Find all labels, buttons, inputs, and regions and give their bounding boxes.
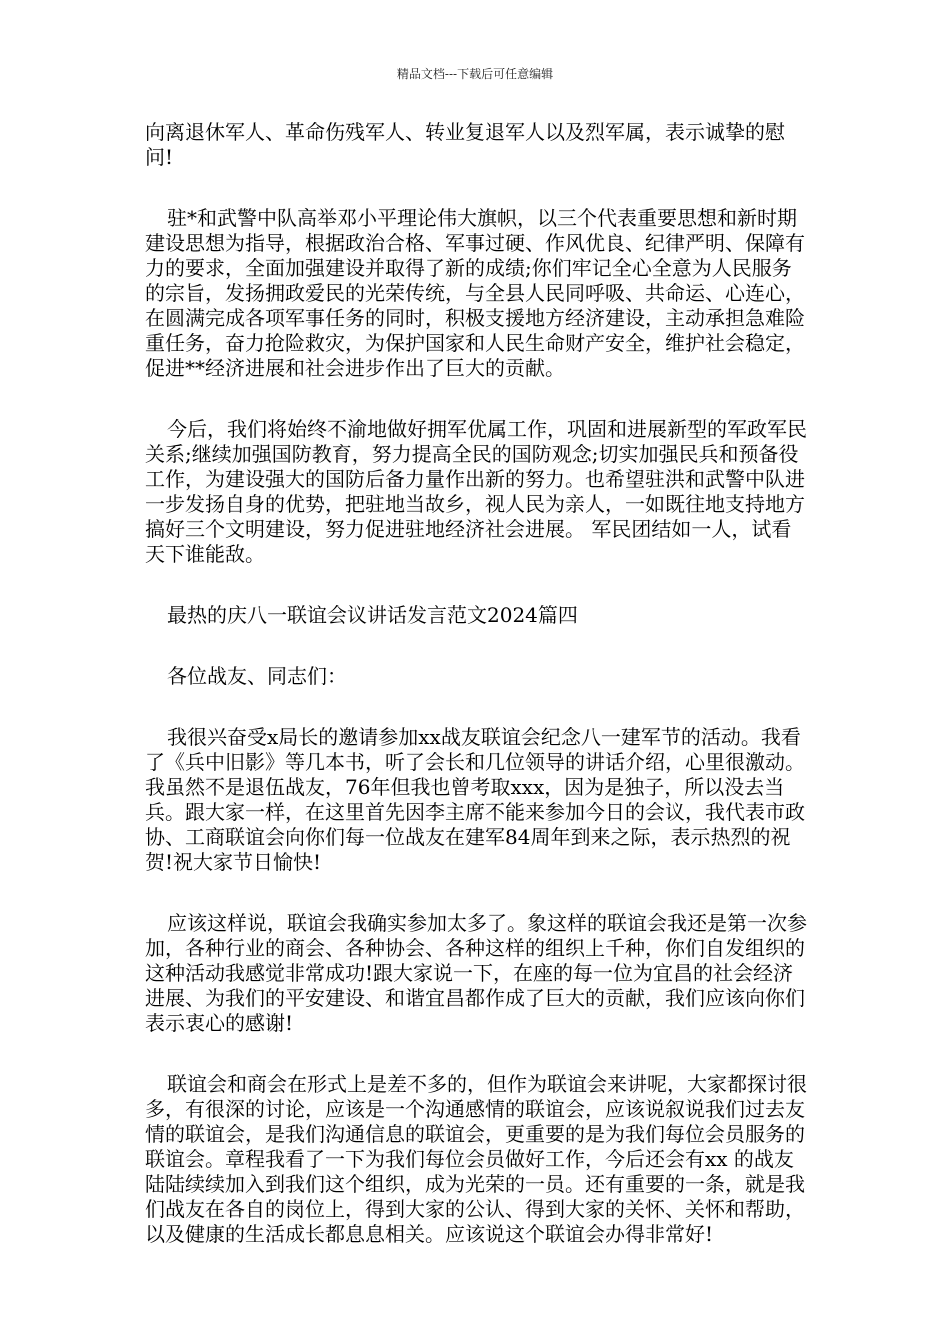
paragraph: 今后，我们将始终不渝地做好拥军优属工作，巩固和进展新型的军政军民关系;继续加强国防教育，努力提高全民的国防观念;切实加强民兵和预备役工作，为建设强大的国防后备力量作出新的努力。也希望驻洪和武警中队进一步发扬自身的优势，把驻地当故乡，视人民为亲人，一如既往地支持地方搞好三个文明建设，努力促进驻地经济社会进展。 军民团结如一人，试看天下谁能敌。 <box>145 417 807 566</box>
salutation: 各位战友、同志们： <box>167 664 347 688</box>
paragraph: 联谊会和商会在形式上是差不多的，但作为联谊会来讲呢，大家都探讨很多，有很深的讨论，应该是一个沟通感情的联谊会，应该说叙说我们过去友情的联谊会，是我们沟通信息的联谊会，更重要的是为我们每位会员服务的联谊会。章程我看了一下为我们每位会员做好工作，今后还会有xx 的战友陆陆续续加入到我们这个组织，成为光荣的一员。还有重要的一条，就是我们战友在各自的岗位上，得到大家的公认、得到大家的关怀、关怀和帮助，以及健康的生活成长都息息相关。应该说这个联谊会办得非常好! <box>145 1072 807 1246</box>
paragraph: 我很兴奋受x局长的邀请参加xx战友联谊会纪念八一建军节的活动。我看了《兵中旧影》等几本书，听了会长和几位领导的讲话介绍，心里很激动。我虽然不是退伍战友，76年但我也曾考取xxx，因为是独子，所以没去当兵。跟大家一样，在这里首先因李主席不能来参加今日的会议，我代表市政协、工商联谊会向你们每一位战友在建军84周年到来之际，表示热烈的祝贺!祝大家节日愉快! <box>145 725 805 874</box>
paragraph-continued: 向离退休军人、革命伤残军人、转业复退军人以及烈军属，表示诚挚的慰问! <box>145 120 785 169</box>
paragraph: 驻*和武警中队高举邓小平理论伟大旗帜，以三个代表重要思想和新时期建设思想为指导，根据政治合格、军事过硬、作风优良、纪律严明、保障有力的要求，全面加强建设并取得了新的成绩;你们牢记全心全意为人民服务的宗旨，发扬拥政爱民的光荣传统，与全县人民同呼吸、共命运、心连心，在圆满完成各项军事任务的同时，积极支援地方经济建设，主动承担急难险重任务，奋力抢险救灾，为保护国家和人民生命财产安全，维护社会稳定，促进**经济进展和社会进步作出了巨大的贡献。 <box>145 206 805 380</box>
document-body <box>145 120 810 1283</box>
page-header: 精品文档---下载后可任意编辑 <box>396 67 554 81</box>
paragraph: 应该这样说，联谊会我确实参加太多了。象这样的联谊会我还是第一次参加，各种行业的商会、各种协会、各种这样的组织上千种，你们自发组织的这种活动我感觉非常成功!跟大家说一下，在座的每一位为宜昌的社会经济进展、为我们的平安建设、和谐宜昌都作成了巨大的贡献，我们应该向你们表示衷心的感谢! <box>145 911 807 1035</box>
section-title: 最热的庆八一联谊会议讲话发言范文2024篇四 <box>167 603 578 627</box>
